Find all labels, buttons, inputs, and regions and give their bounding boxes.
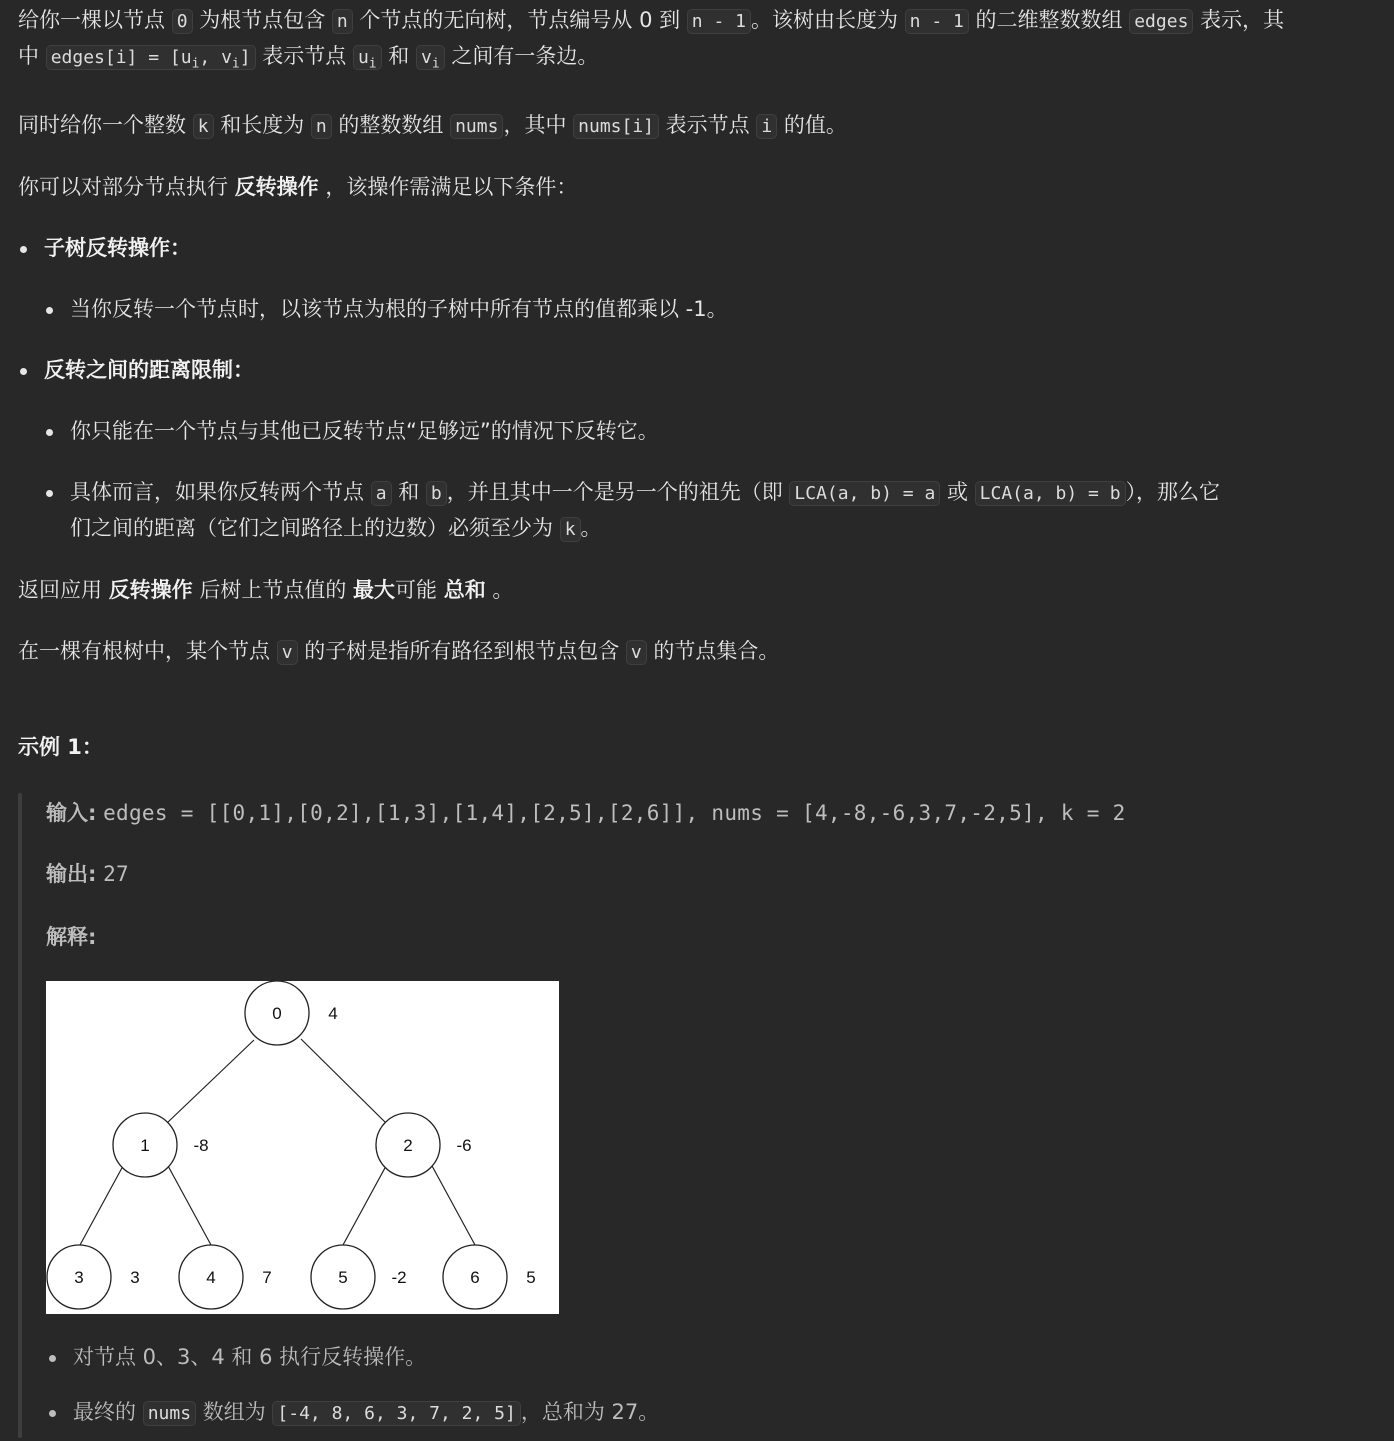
problem-description — [0, 3, 1394, 765]
example-block — [46, 796, 1366, 955]
example-blockquote-bar — [18, 793, 22, 1438]
tree-nodes — [47, 981, 536, 1309]
list-item: 对节点 0、3、4 和 6 执行反转操作。 — [73, 1340, 1373, 1375]
node-id-label: 0 — [272, 1004, 282, 1023]
example-explanation-label: 解释: — [46, 925, 97, 949]
inline-code: LCA(a, b) = b — [975, 481, 1126, 506]
edge-0-1 — [167, 1040, 254, 1123]
node-value-label: 4 — [328, 1004, 338, 1023]
tree-node-2 — [376, 1113, 472, 1177]
tree-svg — [46, 981, 559, 1314]
inline-code: $v_i$ — [416, 45, 445, 70]
example-output: 输出: 27 — [46, 862, 129, 886]
node-id-label: 6 — [470, 1268, 480, 1287]
inline-code: n - 1 — [905, 9, 969, 34]
node-value-label: 5 — [526, 1268, 536, 1287]
inline-code: nums — [450, 114, 503, 139]
list-item: 子树反转操作： 当你反转一个节点时，以该节点为根的子树中所有节点的值都乘以 -1。 — [44, 231, 1376, 327]
list-item: 你只能在一个节点与其他已反转节点“足够远”的情况下反转它。 — [70, 414, 1376, 449]
node-value-label: -6 — [456, 1136, 472, 1155]
node-value-label: 7 — [262, 1268, 272, 1287]
paragraph-nums: 同时给你一个整数 k 和长度为 n 的整数数组 nums ，其中 nums[i] 表示节点 i 的值。 — [18, 112, 847, 137]
inline-code: edges[i] = [$u_i$, $v_i$] — [46, 45, 256, 70]
tree-node-5 — [311, 1245, 407, 1309]
inline-code: i — [756, 114, 777, 139]
paragraph-operation: 你可以对部分节点执行 反转操作 ，该操作需满足以下条件： — [18, 174, 578, 199]
inline-code: v — [277, 640, 298, 665]
list-item: 当你反转一个节点时，以该节点为根的子树中所有节点的值都乘以 -1。 — [70, 292, 1376, 327]
inline-code: nums[i] — [573, 114, 659, 139]
tree-node-0 — [245, 981, 338, 1045]
paragraph-intro: 给你一棵以节点 0 为根节点包含 n 个节点的无向树，节点编号从 0 到 n - 1 。该树由长度为 n - 1 的二维整数数组 edges 表示，其 中 edges[i] = [$u_i$, $v_i$] 表示节点 $u_i$ 和 $v_i$ 之间有一条边。 — [18, 8, 1285, 72]
conditions-list — [18, 231, 1376, 547]
inline-code: nums — [143, 1401, 196, 1426]
example-input: 输入: edges = [[0,1],[0,2],[1,3],[1,4],[2,5],[2,6]], nums = [4,-8,-6,3,7,-2,5], k = 2 — [46, 801, 1126, 825]
inline-code: v — [626, 640, 647, 665]
edge-2-6 — [431, 1164, 475, 1245]
inline-code: k — [560, 517, 581, 542]
inline-code: a — [371, 481, 392, 506]
inline-code: 0 — [172, 9, 193, 34]
list-item: 反转之间的距离限制： 你只能在一个节点与其他已反转节点“足够远”的情况下反转它。 具体而言，如果你反转两个节点 a 和 b ，并且其中一个是另一个的祖先（即 LCA(a, b) = a 或 LCA(a, b) = b ），那么它 们之间的距离（它们之间路径上的边数）必须至少为 k 。 — [44, 353, 1376, 547]
inline-code: edges — [1129, 9, 1193, 34]
node-value-label: -2 — [391, 1268, 407, 1287]
inline-code: n — [311, 114, 332, 139]
inline-code: LCA(a, b) = a — [789, 481, 940, 506]
explanation-list — [73, 1340, 1373, 1431]
list-item: 具体而言，如果你反转两个节点 a 和 b ，并且其中一个是另一个的祖先（即 LCA(a, b) = a 或 LCA(a, b) = b ），那么它 们之间的距离（它们之间路径上的边数）必须至少为 k 。 — [70, 475, 1376, 547]
paragraph-subtree: 在一棵有根树中，某个节点 v 的子树是指所有路径到根节点包含 v 的节点集合。 — [18, 638, 780, 663]
tree-node-6 — [443, 1245, 536, 1309]
inline-code: [-4, 8, 6, 3, 7, 2, 5] — [272, 1401, 520, 1426]
node-id-label: 3 — [74, 1268, 84, 1287]
tree-node-4 — [179, 1245, 272, 1309]
node-id-label: 5 — [338, 1268, 348, 1287]
inline-code: k — [193, 114, 214, 139]
list-item: 最终的 nums 数组为 [-4, 8, 6, 3, 7, 2, 5] ，总和为 27。 — [73, 1395, 1373, 1431]
edge-2-5 — [343, 1166, 386, 1245]
example-heading: 示例 1： — [18, 734, 103, 759]
tree-node-1 — [113, 1113, 209, 1177]
node-id-label: 1 — [140, 1136, 150, 1155]
inline-code: b — [426, 481, 447, 506]
edge-1-4 — [167, 1164, 211, 1245]
node-id-label: 4 — [206, 1268, 216, 1287]
tree-node-3 — [47, 1245, 140, 1309]
node-id-label: 2 — [403, 1136, 413, 1155]
node-value-label: -8 — [193, 1136, 209, 1155]
inline-code: n - 1 — [687, 9, 751, 34]
edge-1-3 — [80, 1166, 123, 1245]
edge-0-2 — [301, 1039, 386, 1123]
tree-diagram — [46, 981, 559, 1314]
paragraph-return: 返回应用 反转操作 后树上节点值的 最大可能 总和 。 — [18, 577, 514, 602]
node-value-label: 3 — [130, 1268, 140, 1287]
inline-code: $u_i$ — [353, 45, 382, 70]
inline-code: n — [332, 9, 353, 34]
